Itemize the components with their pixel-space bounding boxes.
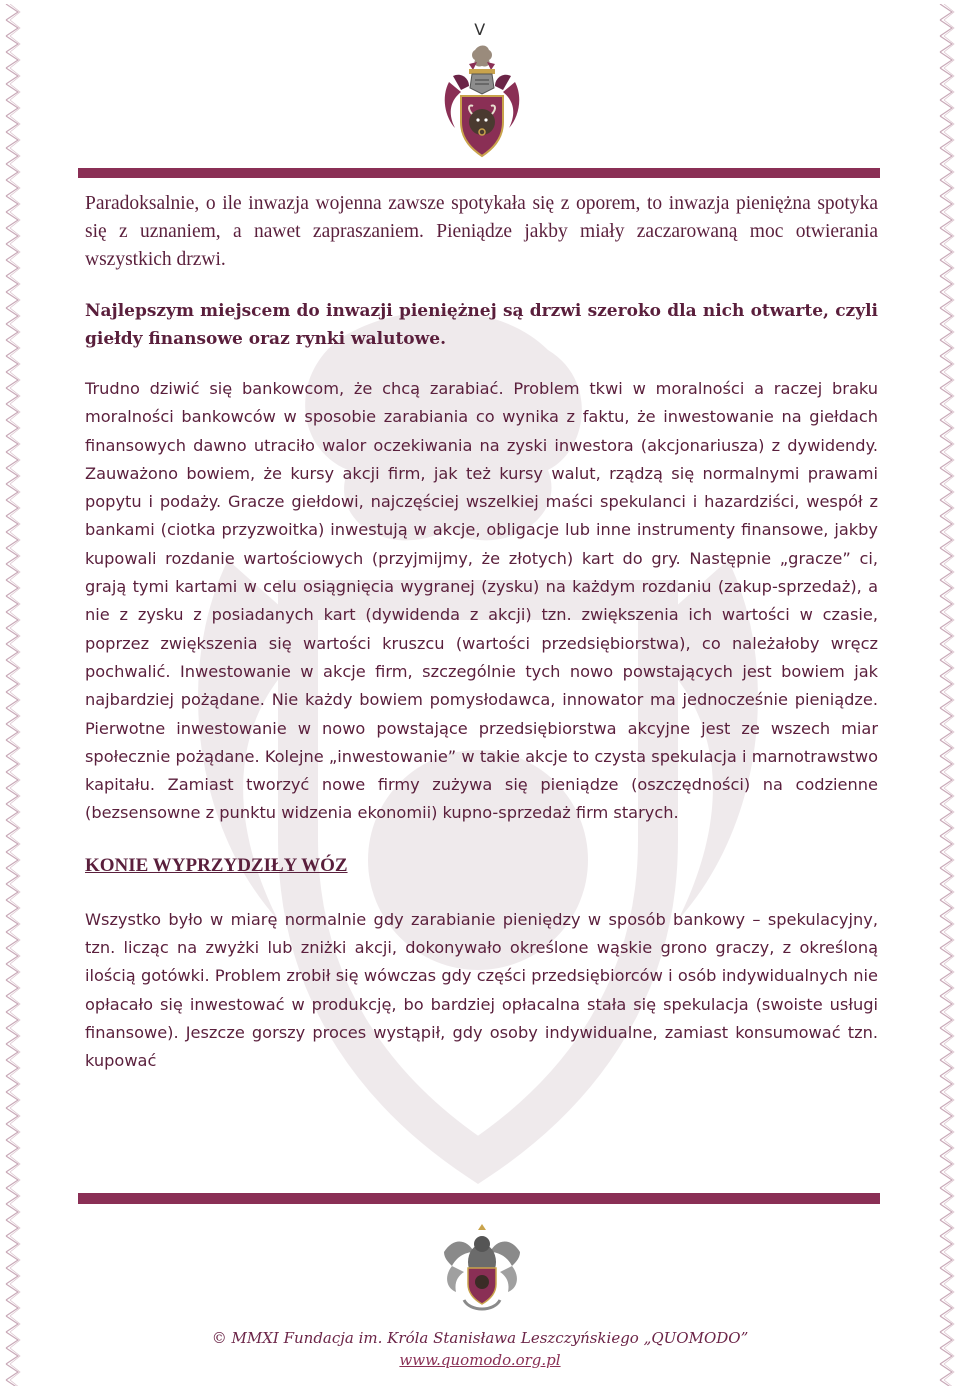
footer-website-link[interactable]: www.quomodo.org.pl [399, 1351, 561, 1369]
page-number: V [474, 20, 486, 39]
section-heading: KONIE WYPRZYDZIŁY WÓZ [85, 854, 348, 876]
coat-of-arms-logo [439, 42, 525, 160]
left-border-ornament [4, 4, 22, 1386]
article-body [85, 190, 878, 1076]
copyright-icon: © [211, 1329, 227, 1347]
footer-copyright [0, 1329, 960, 1347]
top-divider [78, 168, 880, 178]
right-border-ornament [938, 4, 956, 1386]
paragraph-section: Wszystko było w miarę normalnie gdy zarabianie pieniędzy w sposób bankowy – spekulacyjny, tzn. licząc na zwyżki lub zniżki akcji, dokonywało określone wąskie grono graczy, z określoną ilością gotówki. Problem zrobił się wówczas gdy części przedsiębiorców i osób indywidualnych nie opłacało się inwestować w produkcję, bo bardziej opłacalna stała się spekulacja (swoiste usługi finansowe). Jeszcze gorszy proces wystąpił, gdy osoby indywidualne, zamiast konsumować tzn. kupować [85, 909, 878, 1071]
footer-foundation-name: MMXI Fundacja im. Króla Stanisława Leszczyńskiego „QUOMODO” [226, 1329, 749, 1347]
eagle-emblem-logo [434, 1222, 530, 1316]
paragraph-intro: Paradoksalnie, o ile inwazja wojenna zawsze spotykała się z oporem, to inwazja pieniężna spotyka się z uznaniem, a nawet zapraszaniem. Pieniądze jakby miały zaczarowaną moc otwierania wszystkich drzwi. [85, 193, 878, 270]
paragraph-main: Trudno dziwić się bankowcom, że chcą zarabiać. Problem tkwi w moralności a raczej braku moralności bankowców w sposobie zarabiania co wynika z faktu, że inwestowanie na giełdach finansowych dawno utraciło walor oczekiwania na zyski inwestora (akcjonariusza) z dywidendy. Zauważono bowiem, że kursy akcji firm, jak też kursy walut, rządzą się normalnymi prawami popytu i podaży. Gracze giełdowi, najczęściej wszelkiej maści spekulanci i hazardziści, wespół z bankami (ciotka przyzwoitka) inwestują w akcje, obligacje lub inne instrumenty finansowe, jakby kupowali rozdanie wartościowych (przyjmijmy, że złotych) kart do gry. Następnie „gracze” ci, grają tymi kartami w celu osiągnięcia wygranej (zysku) na każdym rozdaniu (zakup-sprzedaż), a nie z zysku z posiadanych kart (dywidenda z akcji) tzn. zwiększenia ich wartości w czasie, poprzez zwiększenia się wartości kruszcu (wartości przedsiębiorstwa), co należałoby wręcz pochwalić. Inwestowanie w akcje firm, szczególnie tych nowo powstających jest bowiem jak najbardziej pożądane. Nie każdy bowiem pomysłodawca, innowator ma jednocześnie pieniądze. Pierwotne inwestowanie w nowo powstające przedsiębiorstwa akcyjne jest ze wszech miar społecznie pożądane. Kolejne „inwestowanie” w takie akcje to czysta spekulacja i marnotrawstwo kapitału. Zamiast tworzyć nowe firmy zużywa się pieniądze (oszczędności) na codzienne (bezsensowne z punktu widzenia ekonomii) kupno-sprzedaż firm starych. [85, 379, 878, 823]
bottom-divider [78, 1193, 880, 1204]
paragraph-bold-thesis: Najlepszym miejscem do inwazji pieniężnej są drzwi szeroko dla nich otwarte, czyli giełdy finansowe oraz rynki walutowe. [85, 301, 878, 349]
